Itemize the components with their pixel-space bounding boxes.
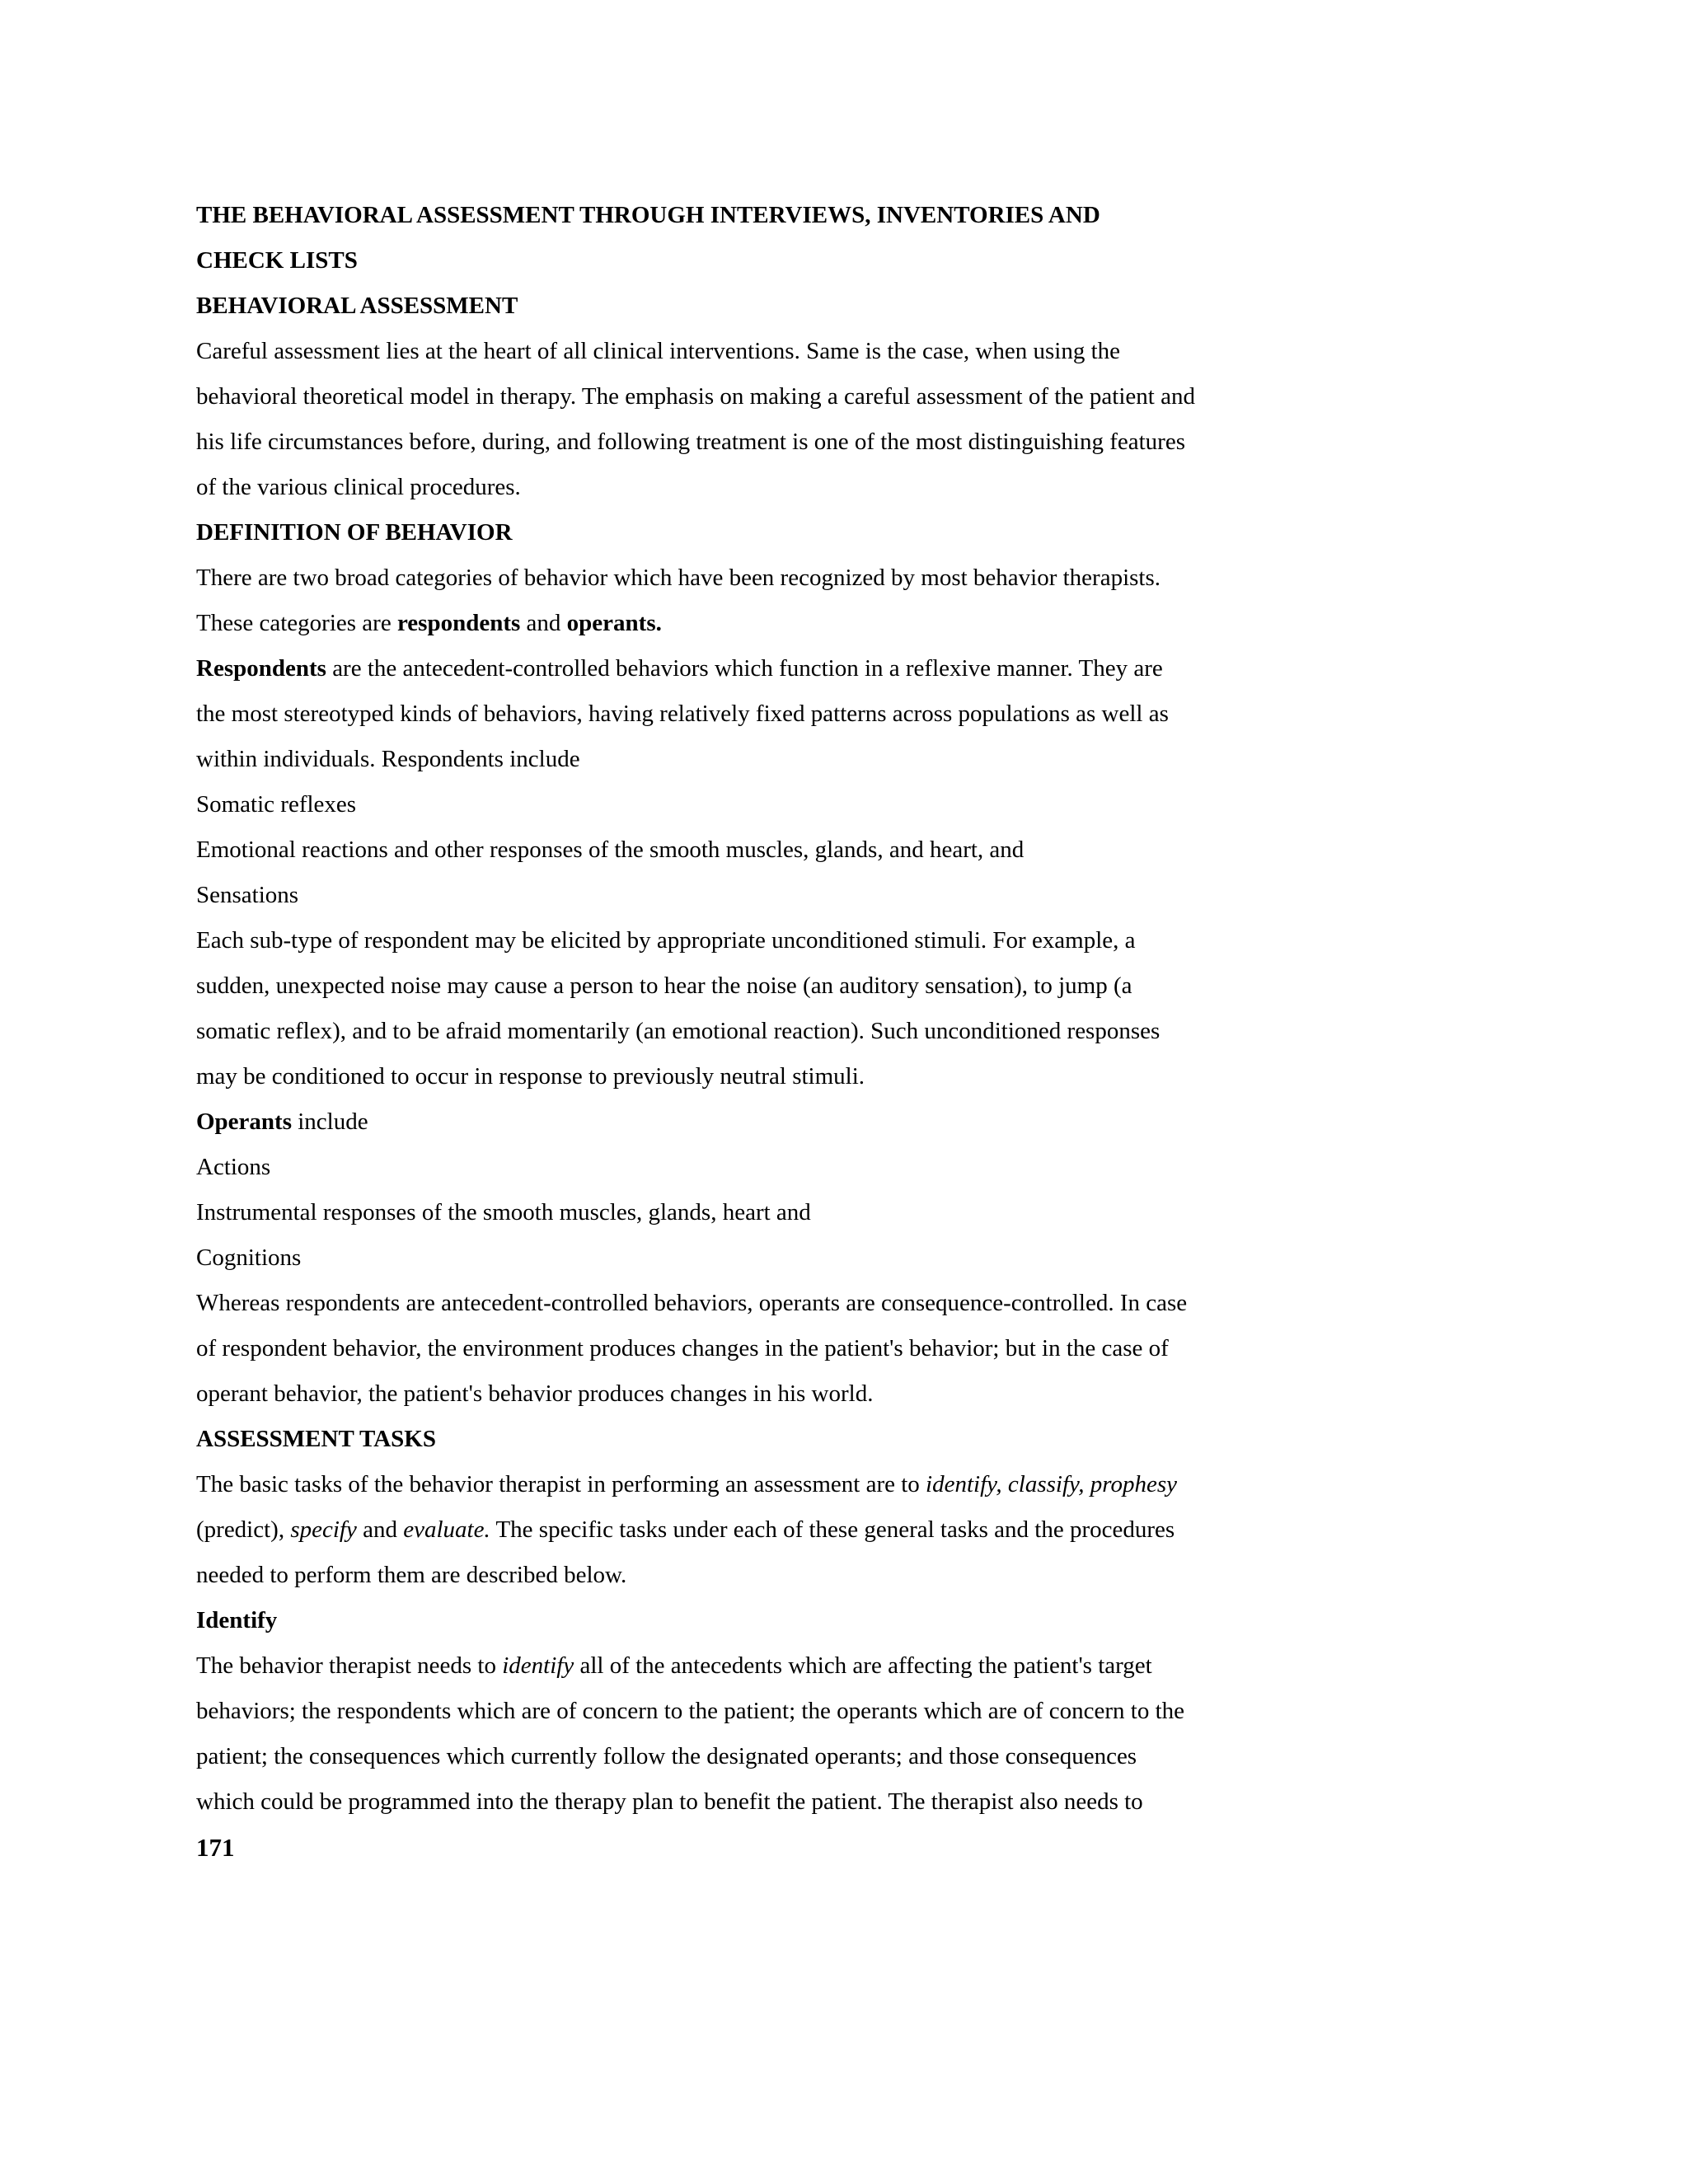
paragraph-line: patient; the consequences which currently follow the designated operants; and those consequences — [196, 1743, 1137, 1769]
text-run: all of the antecedents which are affecting the patient's target — [574, 1652, 1152, 1679]
paragraph-line: which could be programmed into the therapy plan to benefit the patient. The therapist also needs to — [196, 1788, 1143, 1815]
paragraph-line: may be conditioned to occur in response to previously neutral stimuli. — [196, 1063, 865, 1090]
paragraph-line: sudden, unexpected noise may cause a person to hear the noise (an auditory sensation), to jump (a — [196, 972, 1132, 999]
text-run: The specific tasks under each of these general tasks and the procedures — [490, 1516, 1175, 1543]
paragraph-respondents — [196, 646, 1268, 782]
paragraph-line — [196, 646, 1268, 691]
text-run: These categories are — [196, 610, 397, 636]
paragraph-line: of respondent behavior, the environment produces changes in the patient's behavior; but in the case of — [196, 1335, 1169, 1361]
paragraph-line: There are two broad categories of behavior which have been recognized by most behavior therapists. — [196, 565, 1161, 591]
paragraph-line: operant behavior, the patient's behavior produces changes in his world. — [196, 1380, 874, 1407]
text-run: The behavior therapist needs to — [196, 1652, 503, 1679]
paragraph-line — [196, 1643, 1268, 1689]
paragraph-line: his life circumstances before, during, and following treatment is one of the most distinguishing features — [196, 429, 1185, 455]
paragraph-careful-assessment — [196, 329, 1268, 510]
operants-intro — [196, 1099, 1268, 1145]
term-operants: Operants — [196, 1108, 292, 1135]
paragraph-sub-types — [196, 918, 1268, 1099]
paragraph-basic-tasks — [196, 1462, 1268, 1598]
list-item: Emotional reactions and other responses of the smooth muscles, glands, and heart, and — [196, 837, 1025, 863]
paragraph-line: needed to perform them are described below. — [196, 1562, 627, 1588]
heading-identify: Identify — [196, 1607, 278, 1633]
paragraph-line: behavioral theoretical model in therapy. The emphasis on making a careful assessment of the patient and — [196, 383, 1195, 410]
document-title-line-1: THE BEHAVIORAL ASSESSMENT THROUGH INTERVIEWS, INVENTORIES AND — [196, 202, 1100, 228]
text-run: (predict), — [196, 1516, 291, 1543]
text-run: and — [520, 610, 567, 636]
respondent-list — [196, 782, 1268, 918]
paragraph-whereas — [196, 1281, 1268, 1417]
paragraph-line: Whereas respondents are antecedent-controlled behaviors, operants are consequence-controlled. In case — [196, 1290, 1188, 1316]
term-respondents: Respondents — [196, 655, 326, 682]
paragraph-line: the most stereotyped kinds of behaviors, having relatively fixed patterns across populations as well as — [196, 701, 1169, 727]
term-operants: operants. — [566, 610, 662, 636]
paragraph-line — [196, 601, 1268, 646]
paragraph-line: somatic reflex), and to be afraid momentarily (an emotional reaction). Such unconditioned responses — [196, 1018, 1160, 1044]
operant-list — [196, 1145, 1268, 1281]
text-run: include — [292, 1108, 368, 1135]
emphasis-text: evaluate. — [403, 1516, 490, 1543]
heading-definition-of-behavior: DEFINITION OF BEHAVIOR — [196, 519, 513, 546]
emphasis-text: identify — [502, 1652, 574, 1679]
list-item: Instrumental responses of the smooth muscles, glands, heart and — [196, 1199, 811, 1226]
document-title-line-2: CHECK LISTS — [196, 247, 358, 274]
paragraph-line: within individuals. Respondents include — [196, 746, 580, 772]
text-run: are the antecedent-controlled behaviors which function in a reflexive manner. They are — [326, 655, 1163, 682]
paragraph-line: of the various clinical procedures. — [196, 474, 521, 500]
list-item: Sensations — [196, 882, 299, 908]
emphasis-text: identify, classify, prophesy — [926, 1471, 1178, 1497]
list-item: Actions — [196, 1154, 271, 1180]
text-run: The basic tasks of the behavior therapist in performing an assessment are to — [196, 1471, 926, 1497]
paragraph-line — [196, 1507, 1268, 1553]
list-item: Cognitions — [196, 1244, 302, 1271]
text-run: and — [356, 1516, 404, 1543]
paragraph-categories — [196, 555, 1268, 646]
page-number: 171 — [196, 1833, 235, 1862]
term-respondents: respondents — [396, 610, 521, 636]
paragraph-line: Careful assessment lies at the heart of all clinical interventions. Same is the case, when using the — [196, 338, 1121, 364]
paragraph-line — [196, 1462, 1268, 1507]
paragraph-line: behaviors; the respondents which are of concern to the patient; the operants which are of concern to the — [196, 1698, 1185, 1724]
paragraph-line: Each sub-type of respondent may be elicited by appropriate unconditioned stimuli. For example, a — [196, 927, 1136, 954]
list-item: Somatic reflexes — [196, 791, 357, 818]
document-page — [196, 193, 1268, 1870]
heading-behavioral-assessment: BEHAVIORAL ASSESSMENT — [196, 293, 518, 319]
paragraph-identify — [196, 1643, 1268, 1825]
emphasis-text: specify — [290, 1516, 357, 1543]
heading-assessment-tasks: ASSESSMENT TASKS — [196, 1426, 436, 1452]
